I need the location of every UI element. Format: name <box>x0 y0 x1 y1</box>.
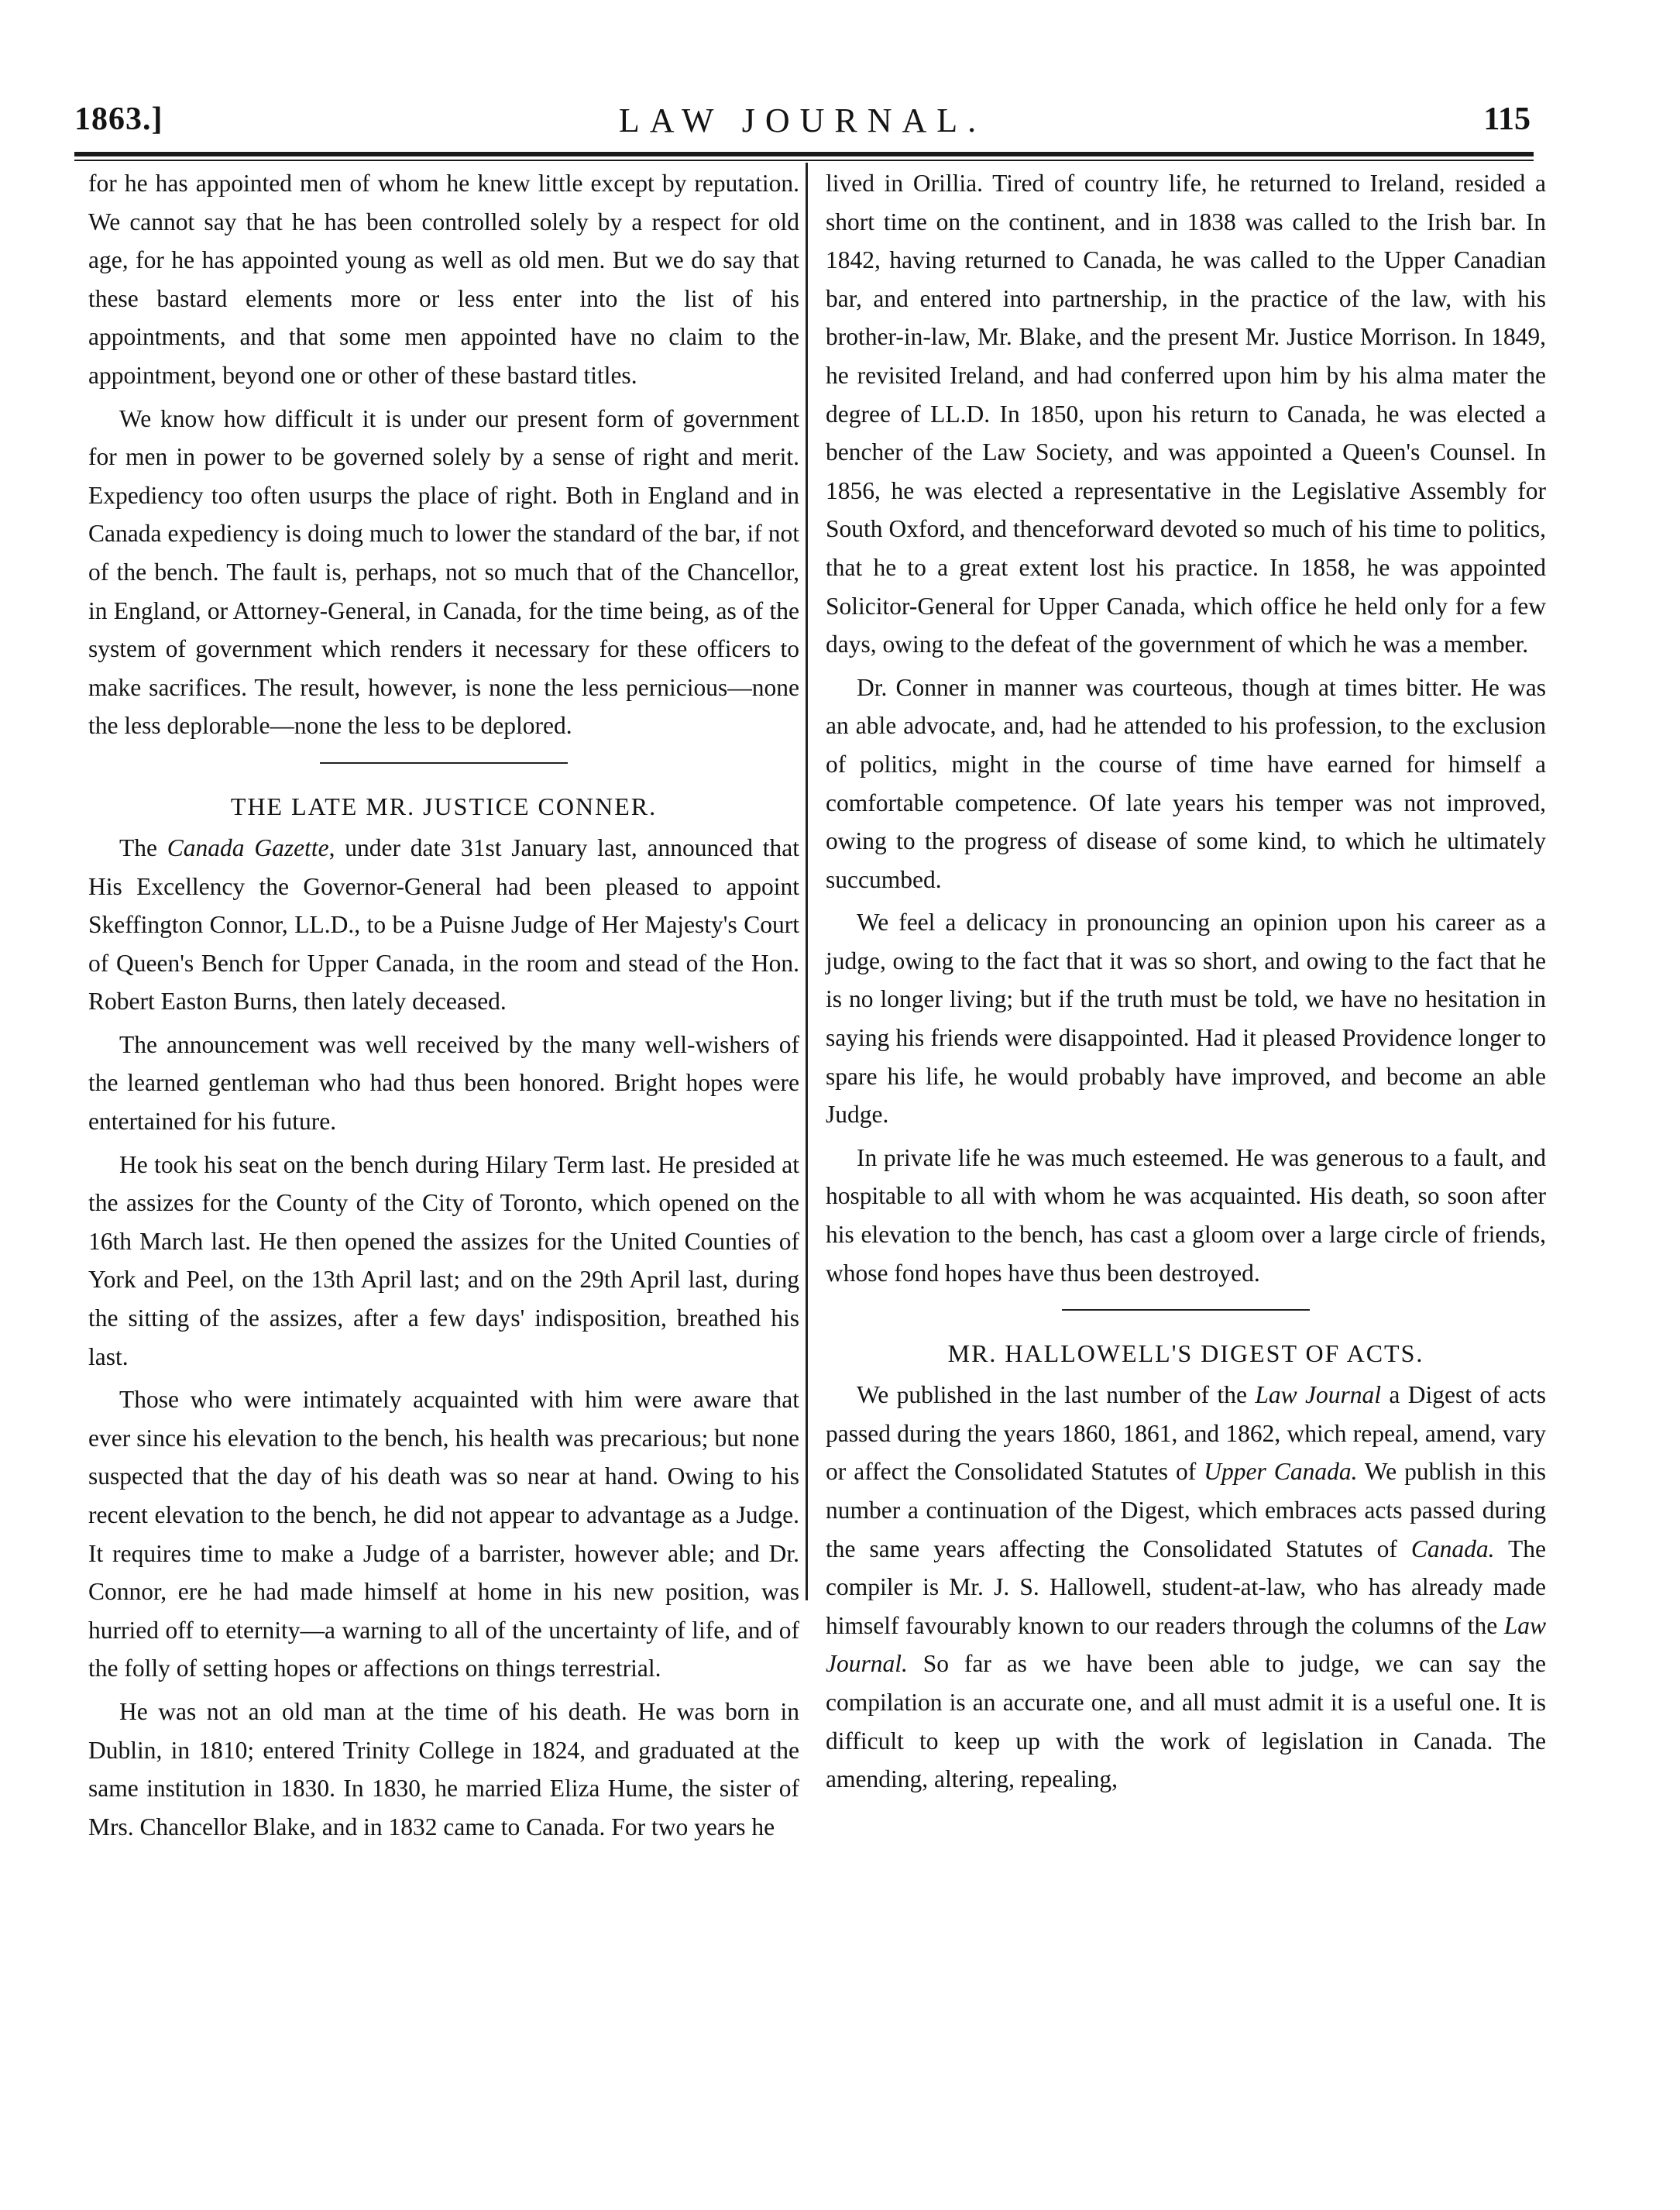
column-divider <box>806 163 808 1600</box>
header-rule-thin <box>74 160 1534 161</box>
paragraph: lived in Orillia. Tired of country life, he returned to Ireland, resided a short time on the continent, and in 1838 was called to the Irish bar. In 1842, having returned to Canada, he was called to the Upper Canadian bar, and entered into partnership, in the practice of the law, with his brother-in-law, Mr. Blake, and the present Mr. Justice Morrison. In 1849, he revisited Ireland, and had conferred upon him by his alma mater the degree of LL.D. In 1850, upon his return to Canada, he was elected a bencher of the Law Society, and was appointed a Queen's Counsel. In 1856, he was elected a representative in the Legislative Assembly for South Oxford, and thenceforward devoted so much of his time to politics, that he to a great extent lost his practice. In 1858, he was appointed Solicitor-General for Upper Canada, which office he held only for a few days, owing to the defeat of the government of which he was a member. <box>826 170 1546 658</box>
publication-name: Law Journal. <box>826 1611 1546 1678</box>
publication-name: Canada Gazette <box>167 833 329 861</box>
header-rule-thick <box>74 152 1534 156</box>
paragraph: In private life he was much esteemed. He was generous to a fault, and hospitable to all with whom he was acquainted. His death, so soon after his elevation to the bench, has cast a gloom over a large circle of friends, whose fond hopes have thus been destroyed. <box>826 1143 1546 1287</box>
paragraph: We published in the last number of the Law Journal a Digest of acts passed during the years 1860, 1861, and 1862, which repeal, amend, vary or affect the Consolidated Statutes of Upper Canada. We publish in this number a continuation of the Digest, which embraces acts passed during the same years affecting the Consolidated Statutes of Canada. The compiler is Mr. J. S. Hallowell, student-at-law, who has already made himself favourably known to our readers through the columns of the Law Journal. So far as we have been able to judge, we can say the compilation is an accurate one, and all must admit it is a useful one. It is difficult to keep up with the work of legislation in Canada. The amending, altering, repealing, <box>826 1381 1546 1793</box>
publication-name: Law Journal <box>1255 1381 1382 1409</box>
paragraph: He was not an old man at the time of his death. He was born in Dublin, in 1810; entered Trinity College in 1824, and graduated at the same institution in 1830. In 1830, he married Eliza Hume, the sister of Mrs. Chancellor Blake, and in 1832 came to Canada. For two years he <box>88 1697 799 1841</box>
article-title-hallowell: MR. HALLOWELL'S DIGEST OF ACTS. <box>947 1339 1424 1368</box>
paragraph: for he has appointed men of whom he knew little except by reputation. We cannot say that he has been controlled solely by a respect for old age, for he has appointed young as well as old men. But we do say that these bastard elements more or less enter into the list of his appointments, and that some men appointed have no claim to the appointment, beyond one or other of these bastard titles. <box>88 170 799 389</box>
journal-title: LAW JOURNAL. <box>618 101 987 139</box>
article-title-conner: THE LATE MR. JUSTICE CONNER. <box>230 792 658 820</box>
paragraph: We feel a delicacy in pronouncing an opinion upon his career as a judge, owing to the fact that it was so short, and owing to the fact that he is no longer living; but if the truth must be told, we have no hesitation in saying his friends were disappointed. Had it pleased Providence longer to spare his life, he would probably have improved, and become an able Judge. <box>826 909 1546 1129</box>
paragraph: We know how difficult it is under our present form of government for men in power to be governed solely by a sense of right and merit. Expediency too often usurps the place of right. Both in England and in Canada expediency is doing much to lower the standard of the bar, if not of the bench. The fault is, perhaps, not so much that of the Chancellor, in England, or Attorney-General, in Canada, for the time being, as of the system of government which renders it necessary for these officers to make sacrifices. The result, however, is none the less pernicious—none the less deplorable—none the less to be deplored. <box>88 404 799 740</box>
section-divider <box>1062 1309 1310 1311</box>
section-divider <box>320 762 568 764</box>
paragraph: Dr. Conner in manner was courteous, though at times bitter. He was an able advocate, and, had he attended to his profession, to the exclusion of politics, might in the course of time have earned for himself a comfortable competence. Of late years his temper was not improved, owing to the progress of disease of some kind, to which he ultimately succumbed. <box>826 673 1546 893</box>
right-column <box>826 164 1546 1803</box>
paragraph: The announcement was well received by the many well-wishers of the learned gentleman who had thus been honored. Bright hopes were entertained for his future. <box>88 1030 799 1136</box>
header-year: 1863.] <box>74 101 163 137</box>
publication-name: Upper Canada. <box>1204 1458 1358 1486</box>
paragraph: He took his seat on the bench during Hilary Term last. He presided at the assizes for the County of the City of Toronto, which opened on the 16th March last. He then opened the assizes for the United Counties of York and Peel, on the 13th April last; and on the 29th April last, during the sitting of the assizes, after a few days' indisposition, breathed his last. <box>88 1150 799 1370</box>
page-number: 115 <box>1483 101 1531 137</box>
running-header <box>74 101 1531 144</box>
paragraph: Those who were intimately acquainted with him were aware that ever since his elevation to the bench, his health was precarious; but none suspected that the day of his death was so near at hand. Owing to his recent elevation to the bench, he did not appear to advantage as a Judge. It requires time to make a Judge of a barrister, however able; and Dr. Connor, ere he had made himself at home in his new position, was hurried off to eternity—a warning to all of the uncertainty of life, and of the folly of setting hopes or affections on things terrestrial. <box>88 1386 799 1682</box>
publication-name: Canada. <box>1410 1535 1495 1562</box>
paragraph: The Canada Gazette, under date 31st January last, announced that His Excellency the Governor-General had been pleased to appoint Skeffington Connor, LL.D., to be a Puisne Judge of Her Majesty's Court of Queen's Bench for Upper Canada, in the room and stead of the Hon. Robert Easton Burns, then lately deceased. <box>88 833 800 1016</box>
left-column <box>88 164 799 1851</box>
